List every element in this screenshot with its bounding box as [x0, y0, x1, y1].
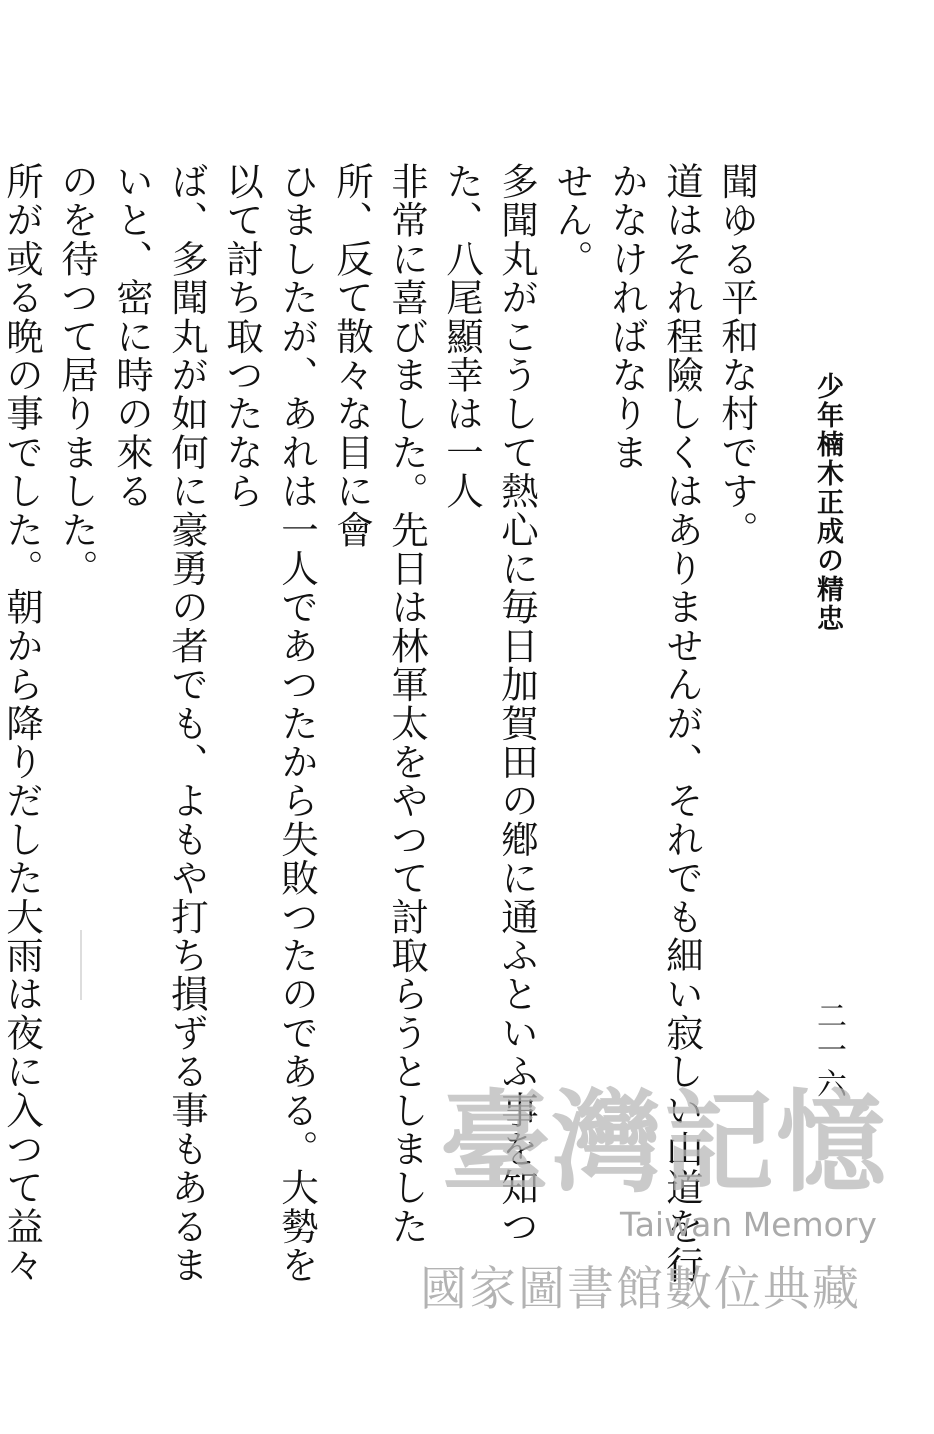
page-number: 二一六: [811, 1000, 846, 1102]
running-header-title: 少年楠木正成の精忠: [812, 372, 843, 633]
text-line: ば、多聞丸が如何に豪勇の者でも、よもや打ち損ずる事もあるまいと、密に時の來る: [110, 162, 209, 1285]
text-line: 多聞丸がこうして熱心に毎日加賀田の鄕に通ふといふ事を知つた、八尾顯幸は一人: [440, 162, 539, 1246]
taiwan-memory-watermark: [420, 1078, 890, 1317]
scan-margin-mark: [80, 930, 82, 1000]
text-line: 所が或る晩の事でした。朝から降りだした大雨は夜に入つて益々: [0, 162, 44, 1285]
text-line: のを待つて居りました。: [55, 162, 99, 588]
watermark-calligraphy: 臺灣記憶: [440, 1078, 888, 1207]
watermark-english: Taiwan Memory: [620, 1205, 877, 1244]
text-line: ひましたが、あれは一人であつたから失敗つたのである。大勢を以て討ち取つたなら: [220, 162, 319, 1285]
text-line: 道はそれ程險しくはありませんが、それでも細い寂しい山道を行かなければなりま: [605, 162, 704, 1285]
text-line: せん。: [550, 162, 594, 279]
watermark-chinese: 國家圖書館數位典藏: [420, 1262, 861, 1317]
text-line: 非常に喜びました。先日は林軍太をやつて討取らうとしました所、反て散々な目に會: [330, 162, 429, 1246]
text-line: 聞ゆる平和な村です。: [715, 162, 759, 549]
